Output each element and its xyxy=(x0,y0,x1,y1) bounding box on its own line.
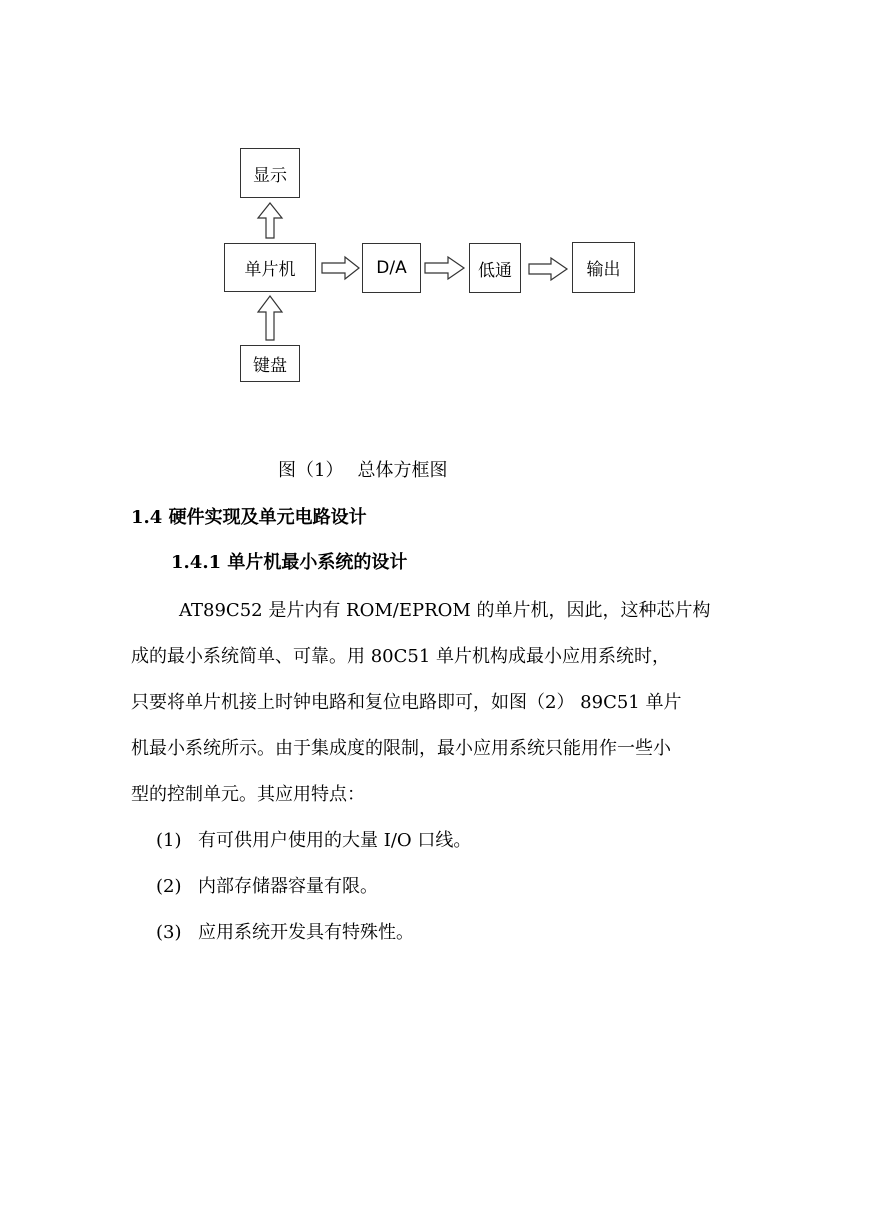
arrow-da-to-lowpass xyxy=(425,257,464,279)
da-box xyxy=(362,243,421,293)
list-item-number: (3) xyxy=(156,922,182,943)
arrow-mcu-to-da xyxy=(322,257,359,279)
section-heading: 1.4 硬件实现及单元电路设计 xyxy=(131,507,367,528)
output-label: 输出 xyxy=(586,260,621,280)
figure-caption xyxy=(278,456,447,482)
paragraph-line: 成的最小系统简单、可靠。用 80C51 单片机构成最小应用系统时， xyxy=(131,646,671,667)
keyboard-box xyxy=(240,345,300,382)
keyboard-label: 键盘 xyxy=(253,356,287,376)
paragraph-line: AT89C52 是片内有 ROM/EPROM 的单片机，因此，这种芯片构 xyxy=(179,600,711,621)
list-item-number: (1) xyxy=(156,830,182,851)
paragraph-line: 型的控制单元。其应用特点： xyxy=(131,784,365,805)
list-item xyxy=(156,864,471,910)
arrow-mcu-to-display xyxy=(258,203,282,238)
list-item-text: 内部存储器容量有限。 xyxy=(198,876,378,897)
caption-title: 总体方框图 xyxy=(357,460,448,481)
list-item-text: 应用系统开发具有特殊性。 xyxy=(198,922,414,943)
output-box xyxy=(572,242,635,293)
body-paragraph xyxy=(131,588,743,818)
block-diagram xyxy=(0,0,869,420)
mcu-label: 单片机 xyxy=(244,260,296,280)
lowpass-label: 低通 xyxy=(478,260,512,281)
list-item-number: (2) xyxy=(156,876,182,897)
list-item xyxy=(156,818,471,864)
list-item xyxy=(156,910,471,956)
arrow-keyboard-to-mcu xyxy=(258,296,282,340)
da-label: D/A xyxy=(376,258,407,278)
feature-list xyxy=(156,818,471,956)
mcu-box xyxy=(224,243,316,292)
paragraph-line: 只要将单片机接上时钟电路和复位电路即可，如图（2） 89C51 单片 xyxy=(131,692,682,713)
diagram-arrows xyxy=(0,0,869,420)
paragraph-line: 机最小系统所示。由于集成度的限制，最小应用系统只能用作一些小 xyxy=(131,738,671,759)
subsection-heading: 1.4.1 单片机最小系统的设计 xyxy=(171,552,408,573)
lowpass-box xyxy=(469,243,521,293)
display-box xyxy=(240,148,300,198)
caption-prefix: 图（1） xyxy=(278,460,344,481)
list-item-text: 有可供用户使用的大量 I/O 口线。 xyxy=(198,830,472,851)
arrow-lowpass-to-output xyxy=(529,258,567,280)
display-label: 显示 xyxy=(253,165,287,186)
